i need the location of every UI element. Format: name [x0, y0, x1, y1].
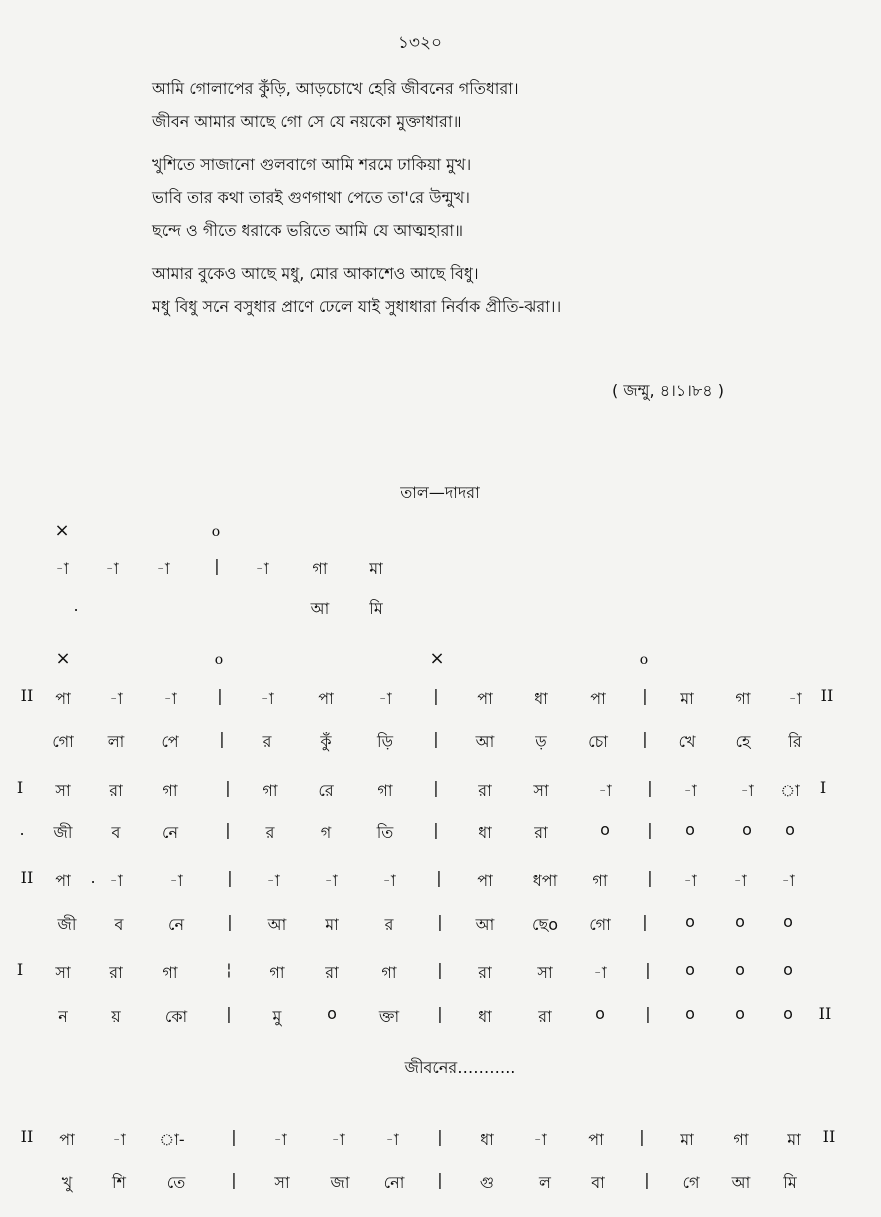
lyric: o [685, 912, 695, 931]
lyric: জী [57, 915, 77, 934]
lyric: য় [111, 1007, 121, 1026]
note: সা [55, 963, 71, 982]
lyric: খু [61, 1173, 73, 1192]
lyric: নো [383, 1173, 405, 1192]
note: ধা [534, 689, 548, 708]
note: গা [381, 963, 397, 982]
bar-line: | [645, 960, 651, 979]
bar-line: | [433, 729, 439, 748]
note: -া [533, 1130, 547, 1149]
bar-line: | [639, 1127, 645, 1146]
note: পা [588, 1130, 604, 1149]
lyric: o [595, 1004, 605, 1023]
poem-line: মধু বিধু সনে বসুধার প্রাণে ঢেলে যাই সুধাধারা নির্বাক প্রীতি-ঝরা।। [152, 297, 562, 316]
repeat-sign: II [822, 1127, 836, 1146]
note: রা [109, 781, 123, 800]
bar-line: | [225, 778, 231, 797]
note: মা [369, 559, 383, 578]
bar-line: | [231, 1170, 237, 1189]
lyric: o [685, 820, 695, 839]
note: ধপা [532, 871, 558, 890]
bar-line: | [647, 868, 653, 887]
bar-line: | [226, 1004, 232, 1023]
bar-line: | [217, 686, 223, 705]
bar-line: | [231, 1127, 237, 1146]
lyric: শি [111, 1173, 127, 1192]
repeat-sign: II [20, 686, 34, 705]
lyric: আ [267, 915, 287, 934]
note: -া [683, 781, 697, 800]
page-number: ১৩২০ [397, 33, 443, 53]
lyric: কুঁ [320, 732, 332, 751]
beat-mark: o [639, 652, 649, 668]
lyric: জা [330, 1173, 350, 1192]
note: পা [55, 689, 71, 708]
note: পা [318, 689, 334, 708]
source-date: ( জম্মু, ৪।১।৮৪ ) [612, 381, 724, 400]
note: -া [266, 871, 280, 890]
lyric: মা [325, 915, 339, 934]
note: -া [260, 689, 274, 708]
note: মা [680, 1130, 694, 1149]
repeat-sign: II [818, 1004, 832, 1023]
lyric: আ [310, 599, 330, 618]
lyric: o [783, 912, 793, 931]
note: -া [109, 689, 123, 708]
lyric: পে [161, 732, 179, 751]
beat-mark: o [211, 524, 221, 540]
lyric: o [685, 1004, 695, 1023]
lyric: o [327, 1004, 337, 1023]
tala-heading: তাল—দাদরা [400, 483, 480, 502]
lyric: গ [320, 823, 332, 842]
note: রা [109, 963, 123, 982]
bar-line: | [642, 729, 648, 748]
lyric: o [735, 912, 745, 931]
lyric: ধা [478, 823, 492, 842]
bar-line: | [647, 778, 653, 797]
poem-line: আমি গোলাপের কুঁড়ি, আড়চোখে হেরি জীবনের গতিধারা। [152, 79, 519, 98]
bar-line: | [437, 1127, 443, 1146]
note: রা [325, 963, 339, 982]
note: -া [273, 1130, 287, 1149]
lyric: গো [589, 915, 611, 934]
lyric: o [735, 1004, 745, 1023]
lyric: মি [783, 1173, 797, 1192]
mark: . [19, 820, 25, 839]
lyric: o [783, 1004, 793, 1023]
note: মা [680, 689, 694, 708]
repeat-sign: I [16, 960, 24, 979]
stanza-2 [152, 148, 852, 247]
bar-line: | [227, 868, 233, 887]
note: -া [781, 871, 795, 890]
poem [152, 72, 852, 333]
lyric: ড় [535, 732, 547, 751]
lyric: তি [376, 823, 394, 842]
note: গা [592, 871, 608, 890]
note: গা [262, 781, 278, 800]
note: পা [477, 871, 493, 890]
lyric: র [265, 823, 275, 842]
note: রা [478, 963, 492, 982]
lyric: o [785, 820, 795, 839]
lyric: খে [678, 732, 696, 751]
lyric: তে [166, 1173, 186, 1192]
bar-line: | [433, 686, 439, 705]
lyric: র [384, 915, 394, 934]
lyric: রি [788, 732, 802, 751]
note: -া [382, 871, 396, 890]
stanza-1 [152, 72, 852, 138]
lyric: ড়ি [376, 732, 394, 751]
note: সা [55, 781, 71, 800]
note: সা [533, 781, 549, 800]
bar-line: | [642, 912, 648, 931]
lyric: কো [164, 1007, 188, 1026]
lyric: গে [682, 1173, 700, 1192]
poem-line: খুশিতে সাজানো গুলবাগে আমি শরমে ঢাকিয়া মুখ। [152, 155, 472, 174]
lyric: গো [52, 732, 74, 751]
poem-line: ছন্দে ও গীতে ধরাকে ভরিতে আমি যে আত্মহারা॥ [152, 221, 464, 240]
bar-line: | [433, 778, 439, 797]
lyric: সা [274, 1173, 290, 1192]
note: -া [324, 871, 338, 890]
note: -া [112, 1130, 126, 1149]
note: -া [169, 871, 183, 890]
bar-line: | [642, 686, 648, 705]
lyric: নে [161, 823, 179, 842]
lyric: আ [731, 1173, 751, 1192]
note: গা [162, 963, 178, 982]
note: -া [255, 559, 269, 578]
lyric: জী [53, 823, 73, 842]
stanza-3 [152, 257, 852, 323]
beat-mark: × [54, 520, 70, 541]
lyric: o [742, 820, 752, 839]
note: -া [683, 871, 697, 890]
lyric: . [73, 596, 79, 615]
lyric: ক্তা [378, 1007, 400, 1026]
bar-line: | [644, 1170, 650, 1189]
note: o [783, 960, 793, 979]
note: ধা [480, 1130, 494, 1149]
poem-line: জীবন আমার আছে গো সে যে নয়কো মুক্তাধারা॥ [152, 112, 462, 131]
lyric: হে [735, 732, 751, 751]
note: রা [478, 781, 492, 800]
note: া [780, 781, 800, 800]
note: মা [787, 1130, 801, 1149]
note: -া [109, 871, 123, 890]
note: পা [590, 689, 606, 708]
note: গা [377, 781, 393, 800]
bar-line: | [219, 729, 225, 748]
lyric: রা [534, 823, 548, 842]
note: -া [598, 781, 612, 800]
note: গা [735, 689, 751, 708]
lyric: চো [588, 732, 608, 751]
note: গা [269, 963, 285, 982]
note: -া [740, 781, 754, 800]
lyric: নে [167, 915, 185, 934]
note: পা [55, 871, 71, 890]
note: -া [163, 689, 177, 708]
repeat-sign: II [820, 686, 834, 705]
repeat-sign: I [16, 778, 24, 797]
bar-line: | [437, 960, 443, 979]
mark: . [90, 868, 96, 887]
bar-line: | [437, 1170, 443, 1189]
bar-line: | [437, 912, 443, 931]
lyric: বা [591, 1173, 605, 1192]
lyric: র [262, 732, 272, 751]
lyric: মু [272, 1007, 282, 1026]
note: পা [477, 689, 493, 708]
refrain-label: জীবনের……….. [404, 1058, 516, 1077]
bar-line: | [214, 556, 220, 575]
repeat-sign: II [20, 868, 34, 887]
lyric: আ [475, 732, 495, 751]
lyric: রা [538, 1007, 552, 1026]
bar-line: | [647, 820, 653, 839]
repeat-sign: I [819, 778, 827, 797]
note: o [685, 960, 695, 979]
lyric: মি [369, 599, 383, 618]
bar-line: | [227, 912, 233, 931]
lyric: o [600, 820, 610, 839]
note: -া [55, 559, 69, 578]
bar-line: | [437, 1004, 443, 1023]
lyric: লা [107, 732, 125, 751]
note: -া [788, 689, 802, 708]
note: -া [378, 689, 392, 708]
beat-mark: o [214, 652, 224, 668]
note: -া [733, 871, 747, 890]
bar-line: ¦ [226, 960, 232, 979]
bar-line: | [645, 1004, 651, 1023]
poem-line: আমার বুকেও আছে মধু, মোর আকাশেও আছে বিধু। [152, 264, 479, 283]
note: -া [331, 1130, 345, 1149]
lyric: ধা [478, 1007, 492, 1026]
lyric: ল [539, 1173, 551, 1192]
note: o [735, 960, 745, 979]
lyric: ব [111, 823, 121, 842]
lyric: আ [475, 915, 495, 934]
note: -া [105, 559, 119, 578]
note: গা [312, 559, 328, 578]
note: -া [385, 1130, 399, 1149]
note: গা [733, 1130, 749, 1149]
repeat-sign: II [20, 1127, 34, 1146]
bar-line: | [433, 820, 439, 839]
lyric: ছেo [532, 915, 558, 934]
lyric: ন [58, 1007, 68, 1026]
note: -া [593, 963, 607, 982]
note: া- [159, 1130, 185, 1149]
bar-line: | [225, 820, 231, 839]
note: পা [59, 1130, 75, 1149]
bar-line: | [436, 868, 442, 887]
poem-line: ভাবি তার কথা তারই গুণগাথা পেতে তা'রে উন্মুখ। [152, 188, 470, 207]
note: সা [537, 963, 553, 982]
lyric: গু [479, 1173, 495, 1192]
lyric: ব [114, 915, 124, 934]
note: রে [318, 781, 334, 800]
note: -া [156, 559, 170, 578]
note: গা [162, 781, 178, 800]
beat-mark: × [55, 648, 71, 669]
beat-mark: × [429, 648, 445, 669]
